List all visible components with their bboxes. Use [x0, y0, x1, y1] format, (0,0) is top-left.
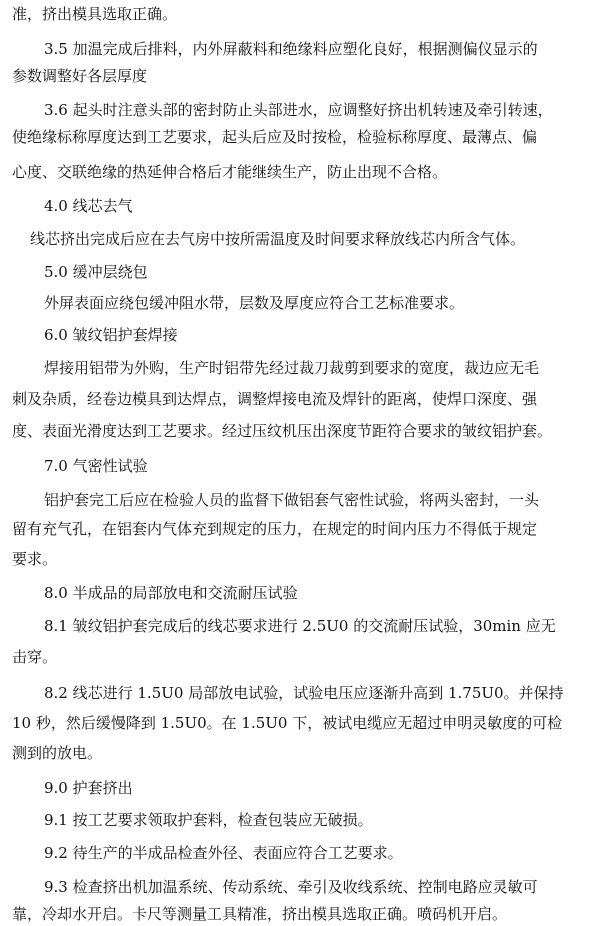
text-line: 靠，冷却水开启。卡尺等测量工具精准，挤出模具选取正确。喷码机开启。: [12, 905, 508, 923]
text-line: 3.6 起头时注意头部的密封防止头部进水，应调整好挤出机转速及牵引转速，: [44, 101, 553, 119]
text-line: 度、表面光滑度达到工艺要求。经过压纹机压出深度节距符合要求的皱纹铝护套。: [12, 422, 553, 440]
text-line: 外屏表面应绕包缓冲阻水带，层数及厚度应符合工艺标准要求。: [44, 294, 465, 312]
text-line: 9.1 按工艺要求领取护套料，检查包装应无破损。: [44, 811, 373, 829]
text-line: 刺及杂质，经卷边模具到达焊点，调整焊接电流及焊针的距离，使焊口深度、强: [12, 390, 538, 408]
text-line: 9.2 待生产的半成品检查外径、表面应符合工艺要求。: [44, 844, 403, 862]
text-line: 10 秒，然后缓慢降到 1.5U0。在 1.5U0 下，被试电缆应无超过申明灵敏度的可检: [12, 714, 563, 732]
text-line: 8.1 皱纹铝护套完成后的线芯要求进行 2.5U0 的交流耐压试验，30min 应无: [44, 617, 556, 635]
text-line: 要求。: [12, 550, 58, 568]
text-line: 线芯挤出完成后应在去气房中按所需温度及时间要求释放线芯内所含气体。: [30, 230, 526, 248]
text-line: 8.2 线芯进行 1.5U0 局部放电试验，试验电压应逐渐升高到 1.75U0。并保持: [44, 684, 564, 702]
text-line: 心度、交联绝缘的热延伸合格后才能继续生产，防止出现不合格。: [12, 163, 448, 181]
section-heading: 4.0 线芯去气: [44, 197, 133, 215]
text-line: 铝护套完工后应在检验人员的监督下做铝套气密性试验，将两头密封，一头: [44, 491, 540, 509]
text-line: 9.3 检查挤出机加温系统、传动系统、牵引及收线系统、控制电路应灵敏可: [44, 878, 538, 896]
text-line: 测到的放电。: [12, 744, 103, 762]
text-line: 留有充气孔，在铝套内气体充到规定的压力，在规定的时间内压力不得低于规定: [12, 520, 538, 538]
section-heading: 7.0 气密性试验: [44, 457, 148, 475]
text-line: 准，挤出模具选取正确。: [12, 5, 178, 23]
section-heading: 9.0 护套挤出: [44, 779, 133, 797]
text-line: 击穿。: [12, 648, 58, 666]
section-heading: 5.0 缓冲层绕包: [44, 263, 148, 281]
text-line: 使绝缘标称厚度达到工艺要求，起头后应及时按检，检验标称厚度、最薄点、偏: [12, 128, 538, 146]
text-line: 焊接用铝带为外购，生产时铝带先经过裁刀裁剪到要求的宽度，裁边应无毛: [44, 359, 540, 377]
section-heading: 8.0 半成品的局部放电和交流耐压试验: [44, 584, 298, 602]
section-heading: 6.0 皱纹铝护套焊接: [44, 326, 178, 344]
text-line: 参数调整好各层厚度: [12, 67, 148, 85]
text-line: 3.5 加温完成后排料，内外屏蔽料和绝缘料应塑化良好，根据测偏仪显示的: [44, 40, 538, 58]
